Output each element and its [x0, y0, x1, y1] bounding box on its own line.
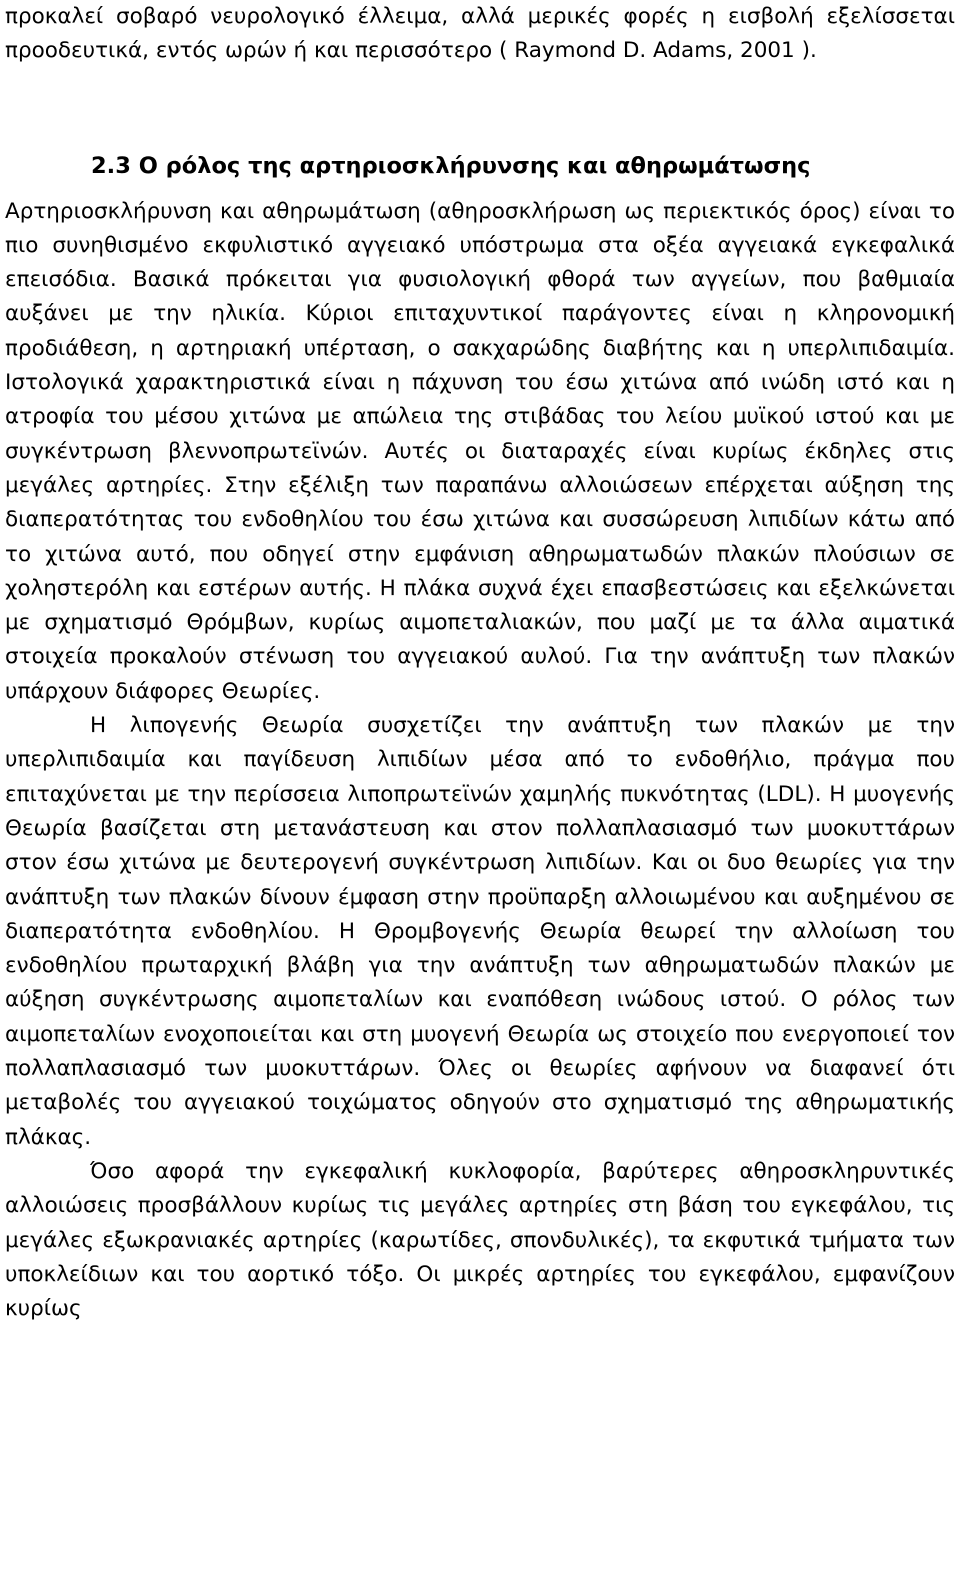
body-paragraph-3: Όσο αφορά την εγκεφαλική κυκλοφορία, βαρύτερες αθηροσκληρυντικές αλλοιώσεις προσβάλλουν κυρίως τις μεγάλες αρτηρίες στη βάση του εγκεφάλου, τις μεγάλες εξωκρανιακές αρτηρίες (καρωτίδες, σπονδυλικές), τα εκφυτικά τμήματα των υποκλείδιων και του αορτικό τόξο. Οι μικρές αρτηρίες του εγκεφάλου, εμφανίζουν κυρίως	[5, 1158, 955, 1322]
body-paragraph-1: Αρτηριοσκλήρυνση και αθηρωμάτωση (αθηροσκλήρωση ως περιεκτικός όρος) είναι το πιο συνηθισμένο εκφυλιστικό αγγειακό υπόστρωμα στα οξέα αγγειακά εγκεφαλικά επεισόδια. Βασικά πρόκειται για φυσιολογική φθορά των αγγείων, που βαθμιαία αυξάνει με την ηλικία. Κύριοι επιταχυντικοί παράγοντες είναι η κληρονομική προδιάθεση, η αρτηριακή υπέρταση, ο σακχαρώδης διαβήτης και η υπερλιπιδαιμία. Ιστολογικά χαρακτηριστικά είναι η πάχυνση του έσω χιτώνα από ινώδη ιστό και η ατροφία του μέσου χιτώνα με απώλεια της στιβάδας του λείου μυϊκού ιστού και με συγκέντρωση βλεννοπρωτεϊνών. Αυτές οι διαταραχές είναι κυρίως έκδηλες στις μεγάλες αρτηρίες. Στην εξέλιξη των παραπάνω αλλοιώσεων επέρχεται αύξηση της διαπερατότητας του ενδοθηλίου του έσω χιτώνα και συσσώρευση λιπιδίων κάτω από το χιτώνα αυτό, που οδηγεί στην εμφάνιση αθηρωματωδών πλακών πλούσιων σε χοληστερόλη και εστέρων αυτής. Η πλάκα συχνά έχει επασβεστώσεις και εξελκώνεται με σχηματισμό Θρόμβων, κυρίως αιμοπεταλιακών, που μαζί με τα άλλα αιματικά στοιχεία προκαλούν στένωση του αγγειακού αυλού. Για την ανάπτυξη των πλακών υπάρχουν διάφορες Θεωρίες.	[5, 198, 955, 704]
document-page	[5, 0, 955, 1326]
section-heading: 2.3 Ο ρόλος της αρτηριοσκλήρυνσης και αθηρωμάτωσης	[91, 152, 811, 179]
body-paragraph-2: Η λιπογενής Θεωρία συσχετίζει την ανάπτυξη των πλακών με την υπερλιπιδαιμία και παγίδευση λιπιδίων μέσα από το ενδοθήλιο, πράγμα που επιταχύνεται με την περίσσεια λιποπρωτεϊνών χαμηλής πυκνότητας (LDL). Η μυογενής Θεωρία βασίζεται στη μετανάστευση και στον πολλαπλασιασμό των μυοκυττάρων στον έσω χιτώνα με δευτερογενή συγκέντρωση λιπιδίων. Και οι δυο θεωρίες για την ανάπτυξη των πλακών δίνουν έμφαση στην προϋπαρξη αλλοιωμένου και αυξημένου σε διαπερατότητα ενδοθηλίου. Η Θρομβογενής Θεωρία θεωρεί την αλλοίωση του ενδοθηλίου πρωταρχική βλάβη για την ανάπτυξη των αθηρωματωδών πλακών με αύξηση συγκέντρωσης αιμοπεταλίων και εναπόθεση ινώδους ιστού. Ο ρόλος των αιμοπεταλίων ενοχοποιείται και στη μυογενή Θεωρία ως στοιχείο που ενεργοποιεί τον πολλαπλασιασμό των μυοκυττάρων. Όλες οι θεωρίες αφήνουν να διαφανεί ότι μεταβολές του αγγειακού τοιχώματος οδηγούν στο σχηματισμό της αθηρωματικής πλάκας.	[5, 713, 955, 1150]
continuation-paragraph: προκαλεί σοβαρό νευρολογικό έλλειμα, αλλά μερικές φορές η εισβολή εξελίσσεται προοδευτικά, εντός ωρών ή και περισσότερο ( Raymond D. Adams, 2001 ).	[5, 4, 955, 64]
